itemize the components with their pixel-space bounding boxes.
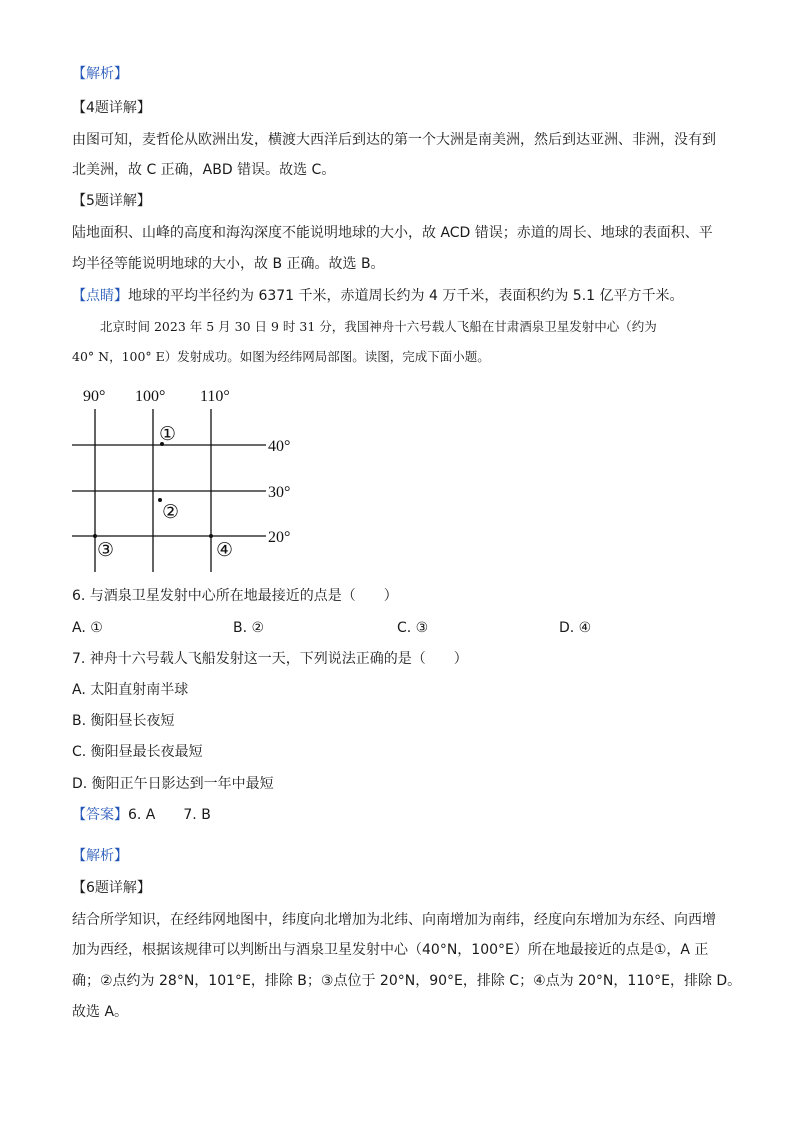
lon-label-110: 110° xyxy=(200,388,230,405)
q6-stem: 6. 与酒泉卫星发射中心所在地最接近的点是（ ） xyxy=(72,588,398,604)
answer-line xyxy=(72,805,211,825)
analysis-label-2: 【解析】 xyxy=(72,848,128,864)
q6-option-d: D. ④ xyxy=(559,620,592,636)
q4-detail-label: 【4题详解】 xyxy=(72,100,151,116)
answer-label: 【答案】 xyxy=(72,807,128,823)
lat-lon-grid-figure xyxy=(70,382,310,578)
lon-label-100: 100° xyxy=(135,388,166,405)
q6-text-line-3: 确；②点约为 28°N，101°E，排除 B；③点位于 20°N，90°E，排除 C；④点为 20°N，110°E，排除 D。 xyxy=(72,973,742,989)
q5-text-line-2: 均半径等能说明地球的大小，故 B 正确。故选 B。 xyxy=(72,256,385,272)
tip-label: 【点睛】 xyxy=(72,288,128,304)
q7-stem: 7. 神舟十六号载人飞船发射这一天，下列说法正确的是（ ） xyxy=(72,651,468,667)
q4-text-line-2: 北美洲，故 C 正确，ABD 错误。故选 C。 xyxy=(72,162,336,178)
q7-option-d: D. 衡阳正午日影达到一年中最短 xyxy=(72,776,274,792)
q6-text-line-4: 故选 A。 xyxy=(72,1004,129,1020)
answer-text: 6. A 7. B xyxy=(128,807,211,823)
lon-label-90: 90° xyxy=(83,388,106,405)
point-4-dot xyxy=(209,534,213,538)
point-1-label: ① xyxy=(159,424,177,445)
q6-option-c: C. ③ xyxy=(397,620,429,636)
q6-text-line-2: 加为西经，根据该规律可以判断出与酒泉卫星发射中心（40°N，100°E）所在地最接近的点是①，A 正 xyxy=(72,942,709,958)
q4-text-line-1: 由图可知，麦哲伦从欧洲出发，横渡大西洋后到达的第一个大洲是南美洲，然后到达亚洲、非洲，没有到 xyxy=(72,132,716,148)
point-4-label: ④ xyxy=(216,540,234,561)
q7-option-a: A. 太阳直射南半球 xyxy=(72,682,189,698)
lat-label-20: 20° xyxy=(268,529,291,546)
q5-detail-label: 【5题详解】 xyxy=(72,193,151,209)
q7-option-b: B. 衡阳昼长夜短 xyxy=(72,713,175,729)
analysis-label-1: 【解析】 xyxy=(72,66,128,82)
q7-option-c: C. 衡阳昼最长夜最短 xyxy=(72,744,203,760)
passage-line-1: 北京时间 2023 年 5 月 30 日 9 时 31 分，我国神舟十六号载人飞船在甘肃酒泉卫星发射中心（约为 xyxy=(100,319,657,334)
tip-text: 地球的平均半径约为 6371 千米，赤道周长约为 4 万千米，表面积约为 5.1 亿平方千米。 xyxy=(128,288,684,304)
point-3-dot xyxy=(93,534,97,538)
tip-line xyxy=(72,286,684,306)
q6-detail-label: 【6题详解】 xyxy=(72,880,151,896)
passage-line-2: 40° N，100° E）发射成功。如图为经纬网局部图。读图，完成下面小题。 xyxy=(72,349,490,364)
lat-label-30: 30° xyxy=(268,484,291,501)
q6-option-a: A. ① xyxy=(72,620,103,636)
q6-text-line-1: 结合所学知识，在经纬网地图中，纬度向北增加为北纬、向南增加为南纬，经度向东增加为东经、向西增 xyxy=(72,912,716,928)
point-2-label: ② xyxy=(162,502,180,523)
q6-option-b: B. ② xyxy=(233,620,265,636)
point-3-label: ③ xyxy=(97,540,115,561)
q5-text-line-1: 陆地面积、山峰的高度和海沟深度不能说明地球的大小，故 ACD 错误；赤道的周长、地球的表面积、平 xyxy=(72,225,713,241)
lat-label-40: 40° xyxy=(268,438,291,455)
